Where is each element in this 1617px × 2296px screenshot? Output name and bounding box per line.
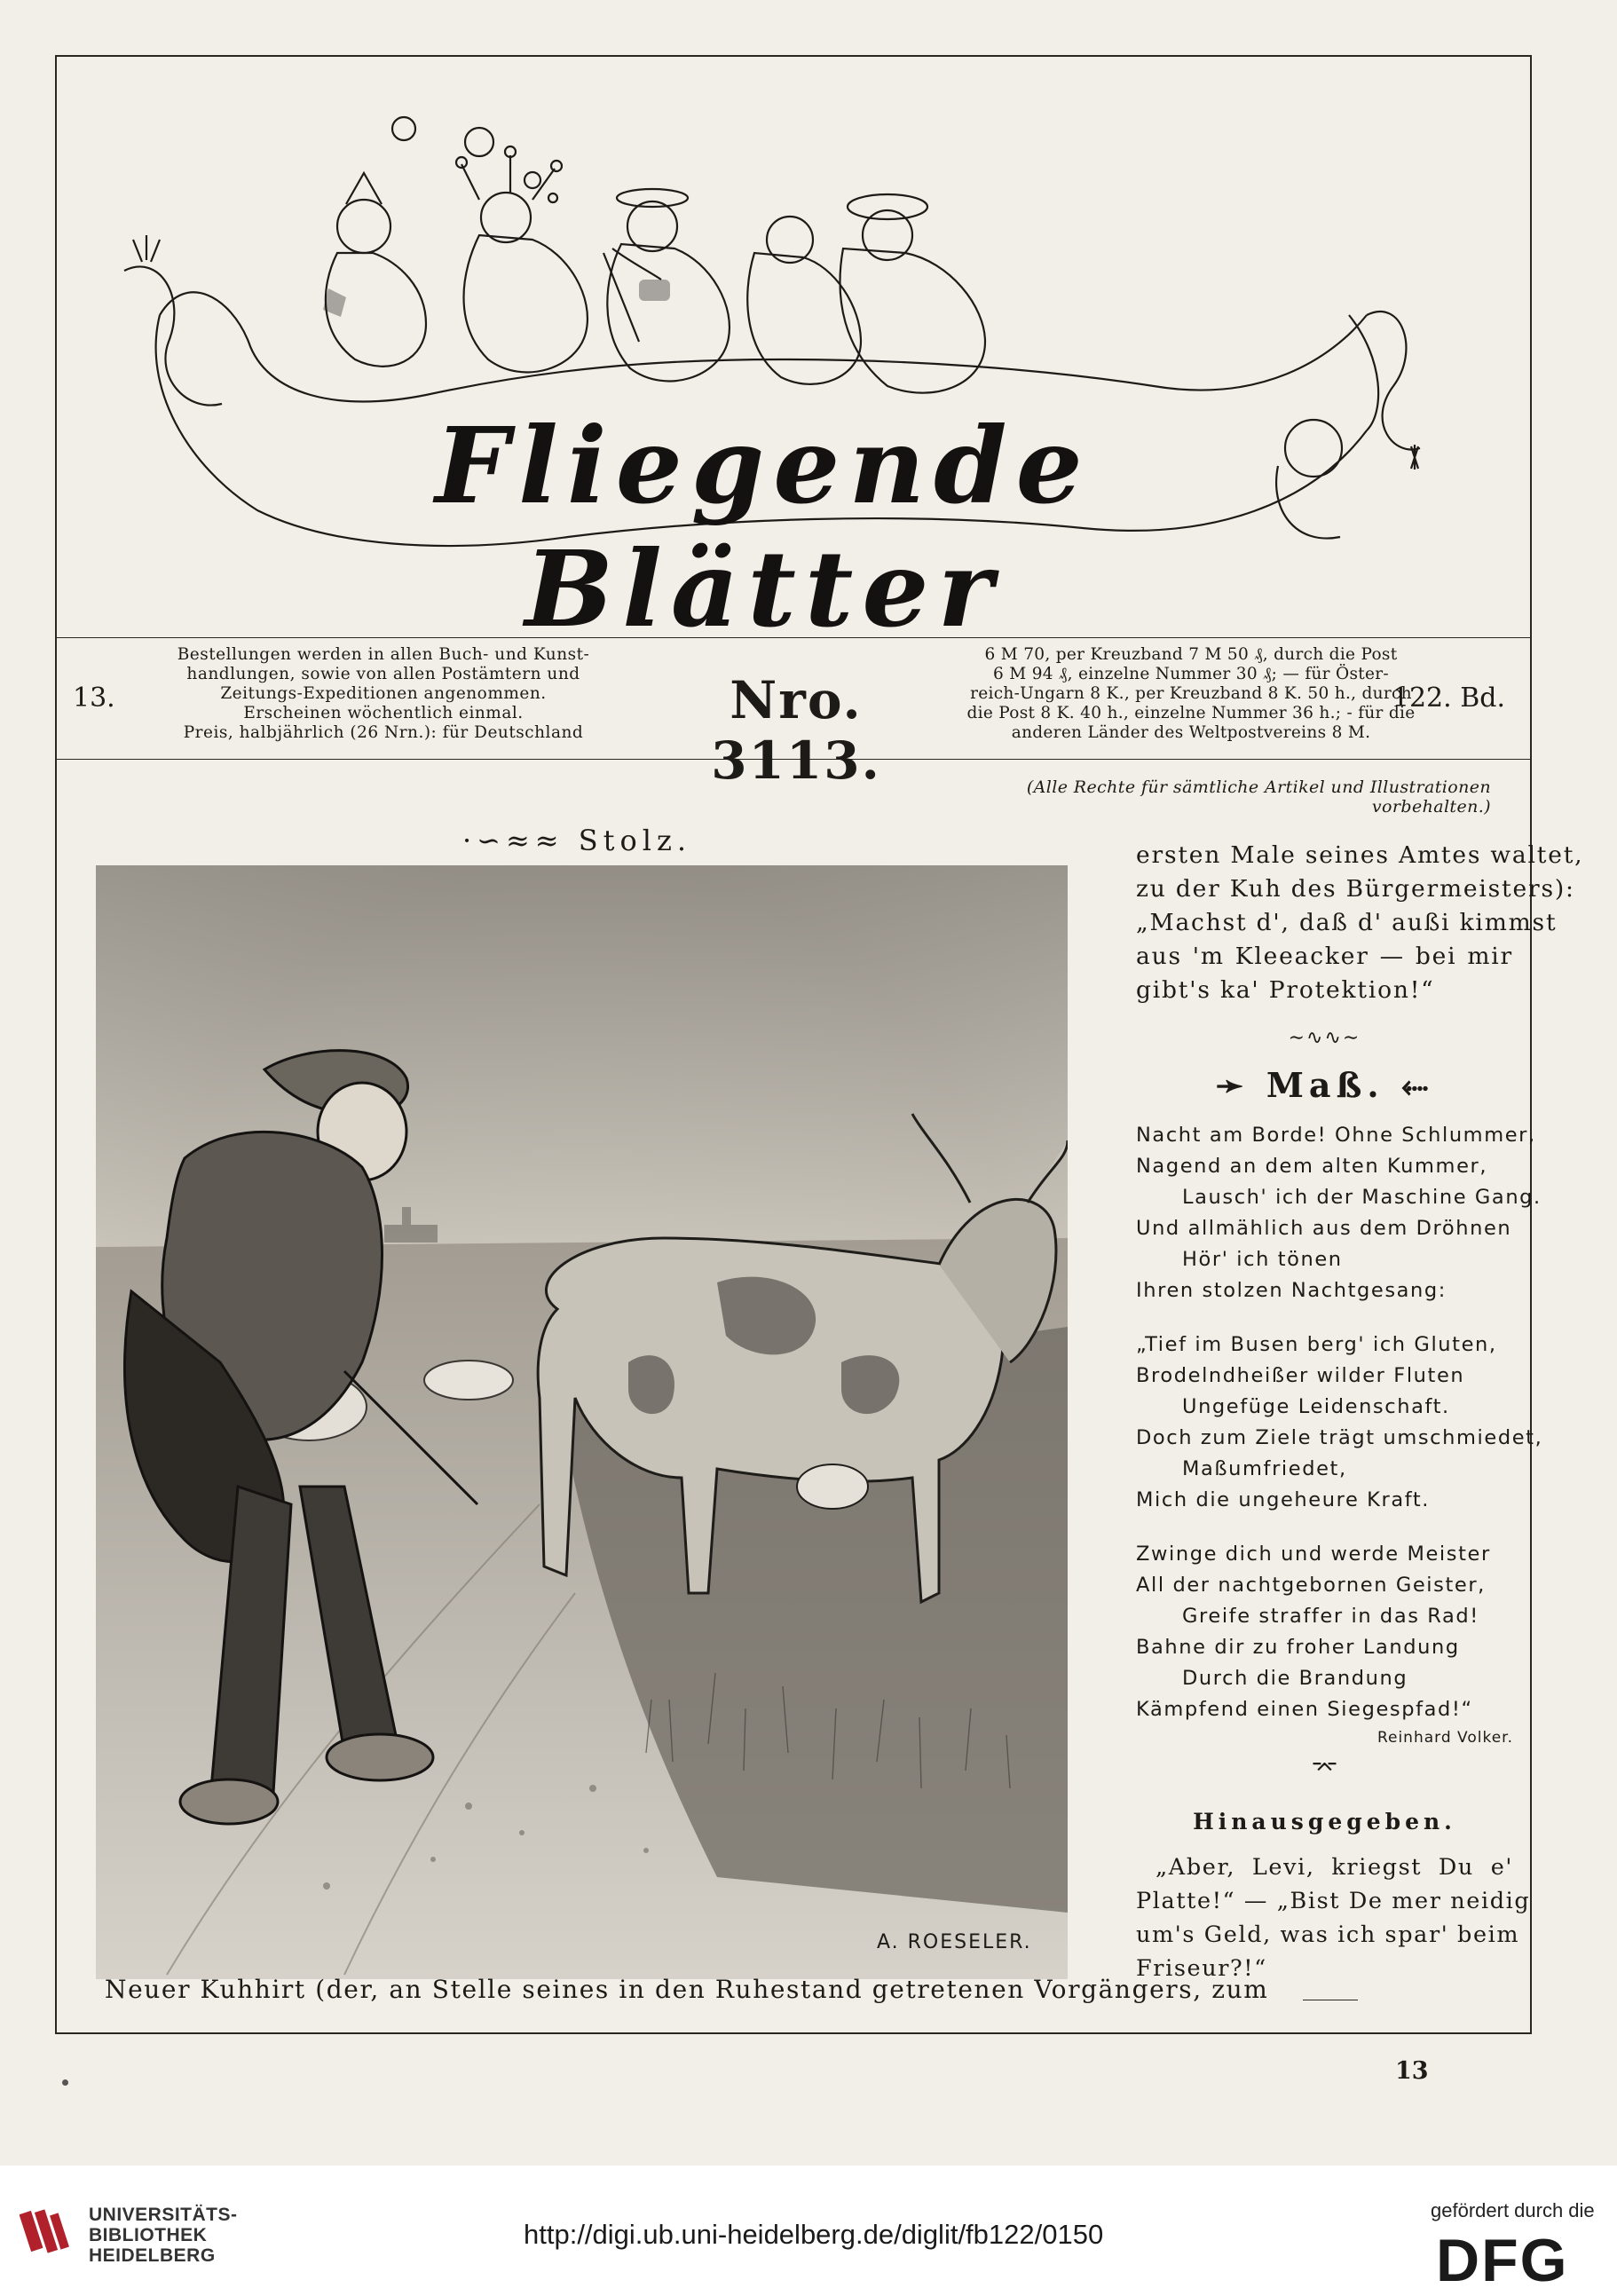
artist-signature: A. ROESELER. <box>877 1931 1032 1953</box>
hinausgegeben-line: um's Geld, was ich spar' beim <box>1136 1921 1520 1948</box>
price-line: 6 M 70, per Kreuzband 7 M 50 ₰, durch die Post <box>984 645 1398 664</box>
scan-mark <box>62 2079 68 2086</box>
poem-line: Nacht am Borde! Ohne Schlummer, <box>1136 1124 1536 1147</box>
caption-continuation <box>1136 839 1584 1007</box>
poem-line: Mich die ungeheure Kraft. <box>1136 1488 1431 1511</box>
heading-ornament-left: ·∽≈≈ <box>461 824 579 857</box>
cartoon-illustration <box>96 865 1068 1979</box>
poem-line: Brodelndheißer wilder Fluten <box>1136 1364 1465 1387</box>
poem-stanza <box>1136 1120 1542 1306</box>
right-column <box>1136 839 1584 1985</box>
digitization-footer <box>0 2166 1617 2296</box>
price-line: 6 M 94 ₰, einzelne Nummer 30 ₰; — für Öster- <box>993 665 1389 683</box>
library-name-line: BIBLIOTHEK <box>89 2225 208 2245</box>
poem-line: All der nachtgebornen Geister, <box>1136 1574 1486 1597</box>
issue-volume-left: 13. <box>73 682 115 714</box>
cowherd-and-cow-drawing <box>96 865 1068 1979</box>
permalink-url[interactable]: http://digi.ub.uni-heidelberg.de/diglit/fb122/0150 <box>524 2219 1104 2250</box>
poem-line: Hör' ich tönen <box>1182 1248 1343 1271</box>
poem-line: Ungefüge Leidenschaft. <box>1182 1395 1450 1418</box>
subscription-line: Preis, halbjährlich (26 Nrn.): für Deutschland <box>183 723 584 742</box>
price-line: anderen Länder des Weltpostvereins 8 M. <box>1011 723 1371 742</box>
library-name-line: HEIDELBERG <box>89 2245 216 2266</box>
continuation-line: gibt's ka' Protektion!“ <box>1136 976 1435 1004</box>
issue-volume-right: 122. Bd. <box>1392 682 1505 714</box>
poem-line: Zwinge dich und werde Meister <box>1136 1543 1491 1566</box>
continuation-line: aus 'm Kleeacker — bei mir <box>1136 943 1513 970</box>
masthead <box>106 93 1438 651</box>
issue-number: Nro. 3113. <box>711 670 881 791</box>
poem-line: Maßumfriedet, <box>1182 1457 1347 1480</box>
subscription-line: Zeitungs-Expeditionen angenommen. <box>220 684 547 703</box>
poem-line: Doch zum Ziele trägt umschmiedet, <box>1136 1426 1543 1449</box>
title-ornament-left: ➛ <box>1215 1065 1266 1105</box>
stolz-title: Stolz. <box>578 824 692 857</box>
poem-line: Und allmählich aus dem Dröhnen <box>1136 1217 1512 1240</box>
poem-line: Bahne dir zu froher Landung <box>1136 1636 1460 1659</box>
issue-info-bar <box>55 637 1532 791</box>
subscription-line: Bestellungen werden in allen Buch- und Kunst- <box>177 645 590 664</box>
poem-line: Nagend an dem alten Kummer, <box>1136 1155 1488 1178</box>
poem-line: Durch die Brandung <box>1182 1667 1408 1690</box>
university-library-logo-icon <box>20 2203 76 2260</box>
poem-line: Greife straffer in das Rad! <box>1182 1605 1479 1628</box>
continuation-line: „Machst d', daß d' außi kimmst <box>1136 909 1558 936</box>
subscription-line: Erscheinen wöchentlich einmal. <box>243 704 524 722</box>
poem-author: Reinhard Volker. <box>1376 1729 1513 1747</box>
funding-label: gefördert durch die <box>1431 2199 1595 2221</box>
price-line: reich-Ungarn 8 K., per Kreuzband 8 K. 50 h., durch <box>970 684 1412 703</box>
library-name <box>89 2205 238 2266</box>
subscription-line: handlungen, sowie von allen Postämtern und <box>186 665 580 683</box>
hinausgegeben-text <box>1136 1850 1531 1985</box>
subscription-info <box>126 645 641 743</box>
price-info <box>934 645 1448 743</box>
poem-title <box>1136 1065 1513 1106</box>
library-name-line: UNIVERSITÄTS- <box>89 2205 238 2225</box>
poem-line: Ihren stolzen Nachtgesang: <box>1136 1279 1447 1302</box>
ornament-divider: ⌤ <box>1311 1756 1338 1782</box>
poem-stanza <box>1136 1329 1543 1516</box>
continuation-line: zu der Kuh des Bürgermeisters): <box>1136 875 1575 903</box>
hinausgegeben-line: Platte!“ — „Bist De mer neidig <box>1136 1888 1531 1914</box>
poem-title-text: Maß. <box>1266 1065 1384 1105</box>
poem-stanza <box>1136 1539 1513 1725</box>
cartoon-caption: Neuer Kuhhirt (der, an Stelle seines in den Ruhestand getretenen Vorgängers, zum <box>105 1975 1269 2004</box>
hinausgegeben-title: Hinausgegeben. <box>1193 1809 1456 1834</box>
squiggle-divider: ∼∿∿∼ <box>1288 1027 1361 1049</box>
title-ornament-right: ⬸ <box>1384 1065 1434 1105</box>
hinausgegeben-line: Friseur?!“ <box>1136 1955 1267 1982</box>
poem-line: Kämpfend einen Siegespfad!“ <box>1136 1698 1473 1721</box>
poem-line: Lausch' ich der Maschine Gang. <box>1182 1186 1542 1209</box>
masthead-title: Fliegende Blätter <box>435 404 1092 651</box>
page-number: 13 <box>1395 2057 1429 2085</box>
price-line: die Post 8 K. 40 h., einzelne Nummer 36 h.; - für die <box>966 704 1416 722</box>
poem-line: „Tief im Busen berg' ich Gluten, <box>1136 1333 1497 1356</box>
hinausgegeben-line: „Aber, Levi, kriegst Du e' <box>1156 1854 1513 1881</box>
dfg-logo: DFG <box>1436 2227 1569 2294</box>
rights-notice: (Alle Rechte für sämtliche Artikel und Illustrationen vorbehalten.) <box>1026 777 1491 817</box>
continuation-line: ersten Male seines Amtes waltet, <box>1136 841 1584 869</box>
